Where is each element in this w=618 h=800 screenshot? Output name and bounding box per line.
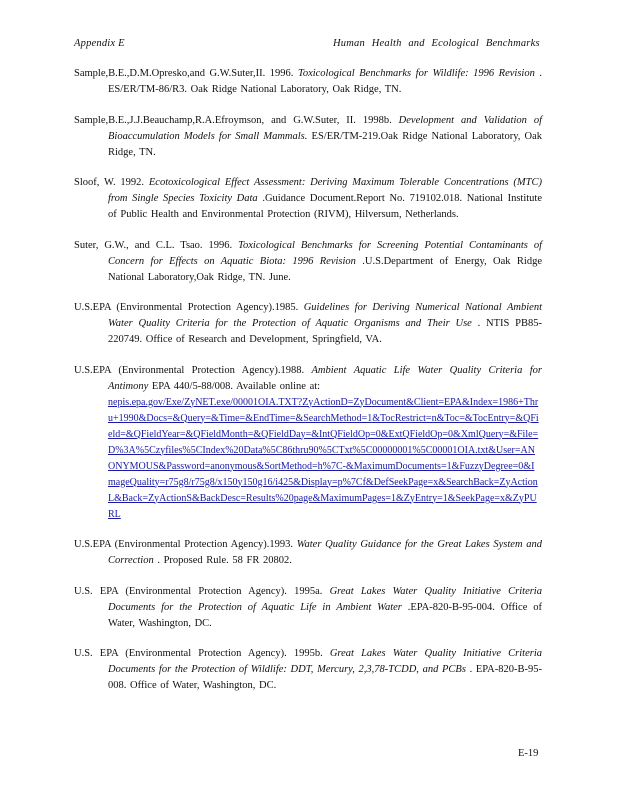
running-header-right: Human Health and Ecological Benchmarks — [333, 38, 540, 49]
reference-authors: U.S.EPA (Environmental Protection Agency).1985. — [74, 302, 304, 313]
reference-title: Ecotoxicological Effect Assessment: Deriving Maximum Tolerable Concentrations (MTC) from Single Species Toxicity Data — [108, 177, 542, 204]
reference-title: Great Lakes Water Quality Initiative Criteria Documents for the Protection of Wildlife: DDT, Mercury, 2,3,78-TCDD, and PCBs — [108, 648, 542, 675]
reference-entry — [74, 300, 542, 348]
reference-details: EPA 440/5-88/008. Available online at: — [148, 380, 321, 392]
reference-title: Toxicological Benchmarks for Screening Potential Contaminants of Concern for Effects on Aquatic Biota: 1996 Revision — [108, 239, 543, 267]
reference-authors: U.S. EPA (Environmental Protection Agency). 1995b. — [74, 648, 330, 659]
reference-authors: U.S. EPA (Environmental Protection Agency). 1995a. — [74, 585, 330, 597]
reference-entry — [74, 584, 542, 632]
reference-title: Ambient Aquatic Life Water Quality Criteria for Antimony — [108, 364, 543, 392]
reference-details: .U.S.Department of Energy, Oak Ridge National Laboratory,Oak Ridge, TN. June. — [108, 255, 542, 283]
reference-title: Development and Validation of Bioaccumulation Models for Small Mammals. — [108, 114, 542, 142]
reference-authors: U.S.EPA (Environmental Protection Agency).1988. — [74, 364, 312, 376]
reference-authors: Suter, G.W., and C.L. Tsao. 1996. — [74, 239, 239, 251]
reference-details: .EPA-820-B-95-004. Office of Water, Washington, DC. — [108, 601, 542, 629]
reference-details: . NTIS PB85-220749. Office of Research and Development, Springfield, VA. — [108, 318, 542, 345]
reference-details: .Guidance Document.Report No. 719102.018. National Institute of Public Health and Environmental Protection (RIVM), Hilversum, Netherlands. — [108, 193, 542, 220]
reference-title: Water Quality Guidance for the Great Lakes System and Correction — [108, 539, 543, 566]
reference-details: . ES/ER/TM-86/R3. Oak Ridge National Laboratory, Oak Ridge, TN. — [108, 68, 542, 95]
reference-authors: Sample,B.E.,D.M.Opresko,and G.W.Suter,II. 1996. — [74, 68, 298, 79]
reference-entry — [74, 646, 542, 694]
reference-list — [74, 66, 542, 709]
reference-details: . Proposed Rule. 58 FR 20802. — [153, 555, 292, 566]
reference-url-link[interactable]: nepis.epa.gov/Exe/ZyNET.exe/00001OIA.TXT?ZyActionD=ZyDocument&Client=EPA&Index=1986+Thru+1990&Docs=&Query=&Time=&EndTime=&SearchMethod=1&TocRestrict=n&Toc=&TocEntry=&QField=&QFieldYear=&QFieldMonth=&QFieldDay=&IntQFieldOp=0&ExtQFieldOp=0&XmlQuery=&File=D%3A%5Czyfiles%5CIndex%20Data%5C86thru90%5CTxt%5C00000001%5C00001OIA.txt&User=ANONYMOUS&Password=anonymous&SortMethod=h%7C-&MaximumDocuments=1&FuzzyDegree=0&ImageQuality=r75g8/r75g8/x150y150g16/i425&Display=p%7Cf&DefSeekPage=x&SearchBack=ZyActionL&Back=ZyActionS&BackDesc=Results%20page&MaximumPages=1&ZyEntry=1&SeekPage=x&ZyPURL — [108, 396, 539, 520]
reference-entry — [74, 175, 542, 223]
page-number: E-19 — [518, 748, 539, 759]
reference-authors: Sample,B.E.,J.J.Beauchamp,R.A.Efroymson, and G.W.Suter, II. 1998b. — [74, 114, 399, 126]
reference-title: Great Lakes Water Quality Initiative Criteria Documents for the Protection of Aquatic Life in Ambient Water — [108, 585, 542, 613]
reference-authors: U.S.EPA (Environmental Protection Agency).1993. — [74, 539, 297, 550]
reference-details: . EPA-820-B-95-008. Office of Water, Washington, DC. — [108, 664, 542, 691]
reference-title: Toxicological Benchmarks for Wildlife: 1996 Revision — [297, 68, 535, 79]
reference-entry — [74, 537, 542, 569]
running-header-left: Appendix E — [74, 38, 125, 49]
reference-entry — [74, 363, 542, 523]
reference-entry — [74, 238, 542, 286]
reference-title: Guidelines for Deriving Numerical National Ambient Water Quality Criteria for the Protection of Aquatic Organisms and Their Use — [108, 302, 542, 329]
reference-entry — [74, 113, 542, 161]
reference-entry — [74, 66, 542, 98]
reference-authors: Sloof, W. 1992. — [74, 177, 149, 188]
reference-details: ES/ER/TM-219.Oak Ridge National Laboratory, Oak Ridge, TN. — [108, 130, 543, 158]
